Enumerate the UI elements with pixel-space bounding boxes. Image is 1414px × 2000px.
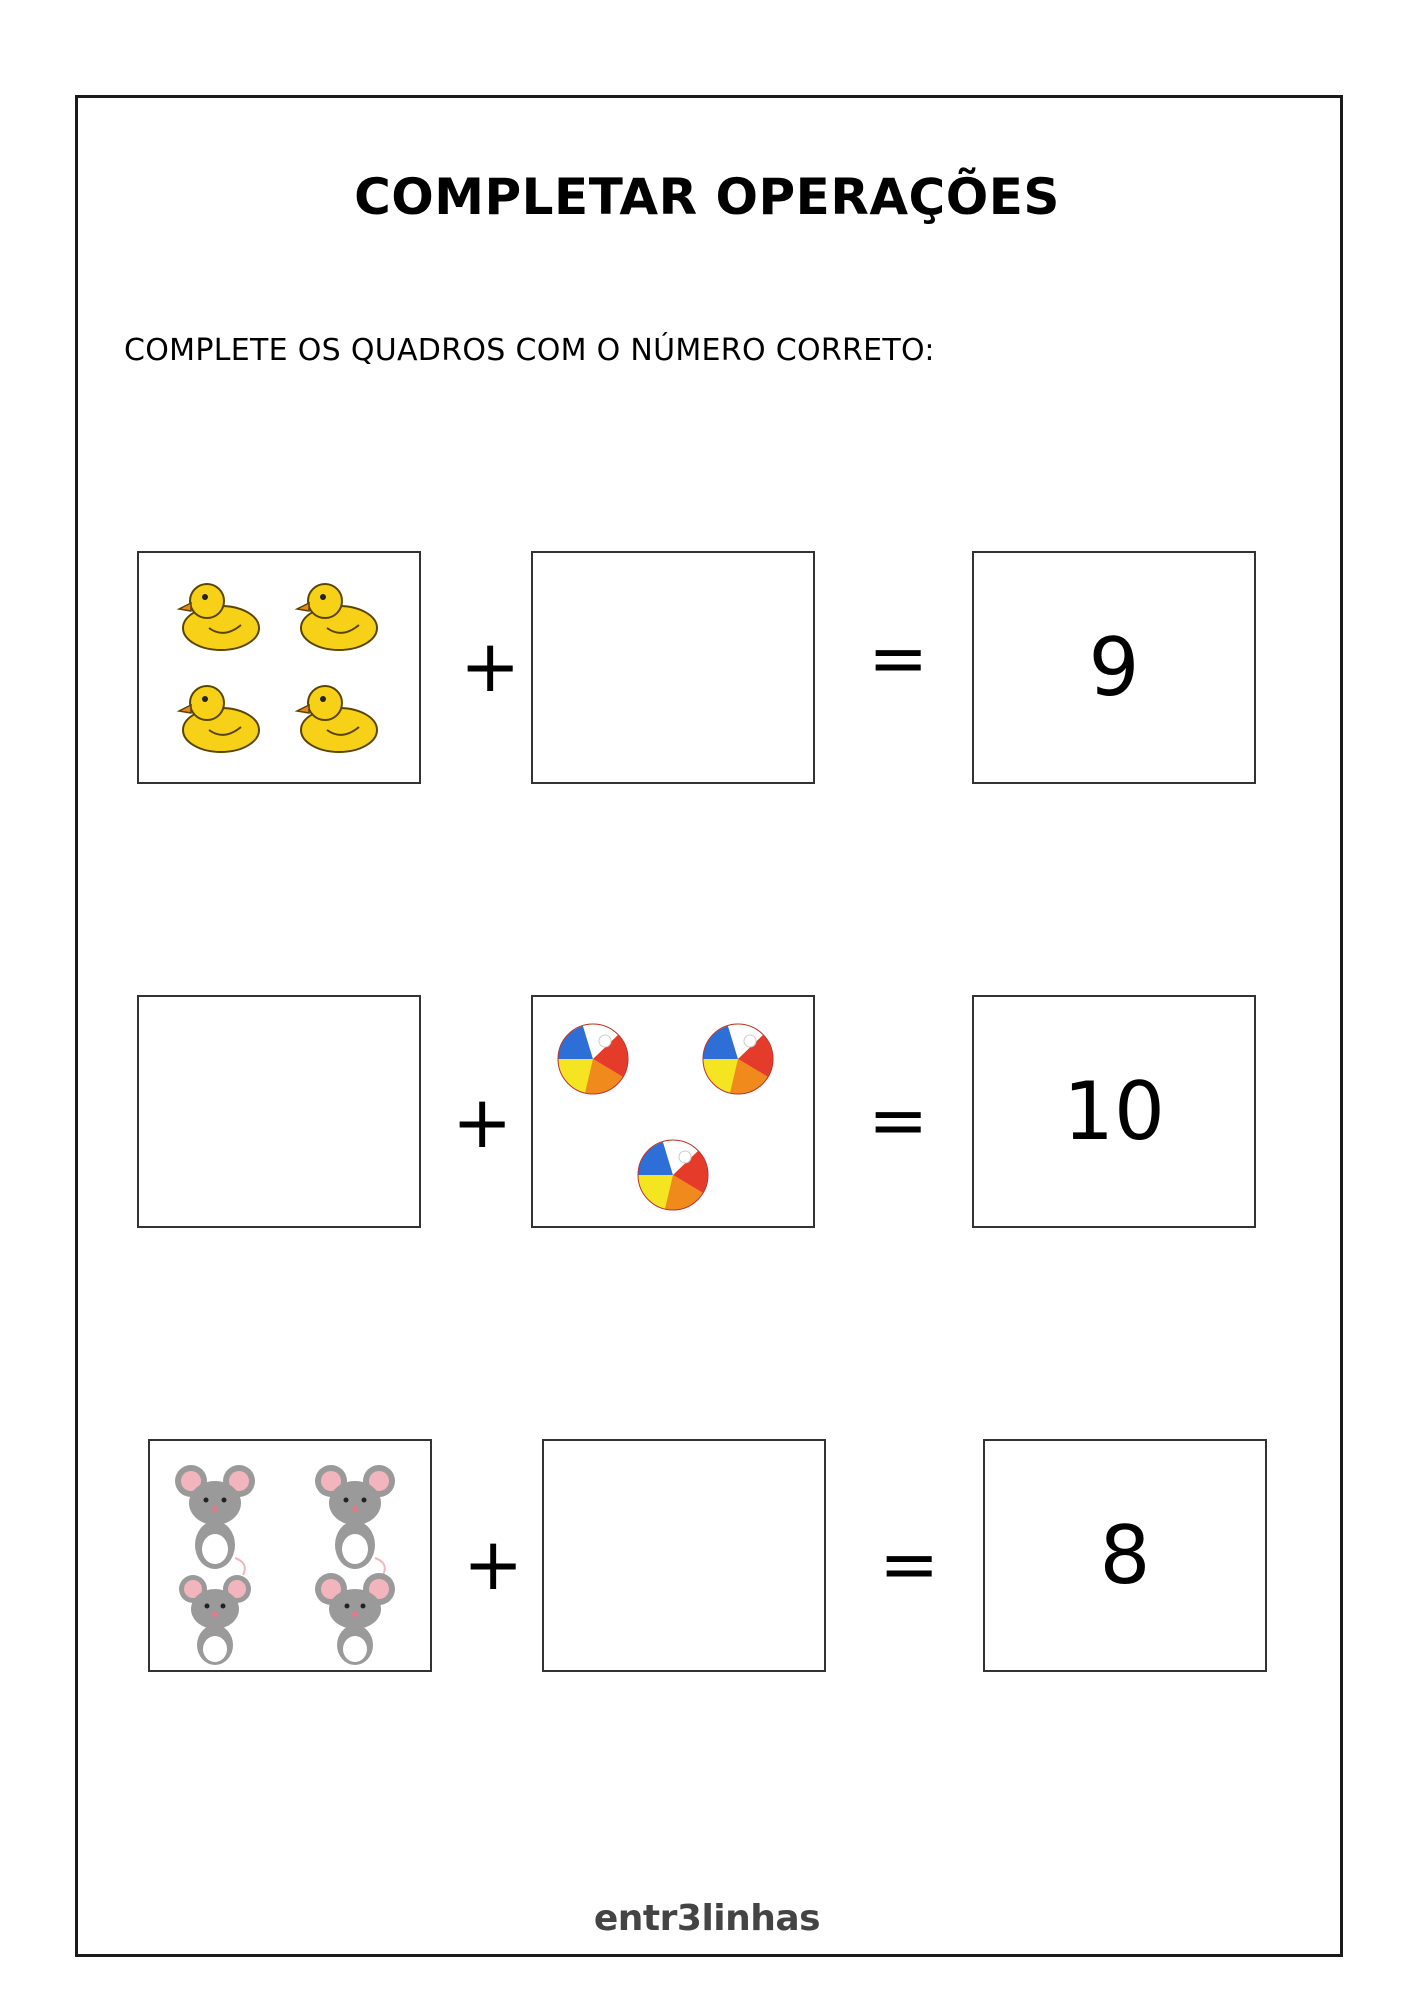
duck-icon [179, 686, 259, 752]
beach-ball-icon [638, 1140, 708, 1210]
row3-first-box [148, 1439, 432, 1672]
instruction-text: COMPLETE OS QUADROS COM O NÚMERO CORRETO: [124, 333, 935, 368]
mouse-icon [315, 1573, 395, 1665]
row2-result-box [972, 995, 1256, 1228]
result-number: 10 [1063, 1065, 1165, 1158]
row1-result-box [972, 551, 1256, 784]
duck-icon [297, 584, 377, 650]
equals-operator: = [879, 1522, 940, 1606]
mouse-icon [175, 1465, 255, 1575]
mouse-icon [315, 1465, 395, 1575]
row3-result-box [983, 1439, 1267, 1672]
duck-icon [179, 584, 259, 650]
plus-operator: + [460, 624, 521, 708]
plus-operator: + [452, 1080, 513, 1164]
row1-duck-group [139, 553, 419, 782]
row3-answer-box[interactable] [542, 1439, 826, 1672]
row3-mouse-group [150, 1441, 430, 1670]
beach-ball-icon [703, 1024, 773, 1094]
page-title: COMPLETAR OPERAÇÕES [354, 168, 1060, 226]
plus-operator: + [463, 1522, 524, 1606]
equals-operator: = [868, 1078, 929, 1162]
row2-second-box [531, 995, 815, 1228]
beach-ball-icon [558, 1024, 628, 1094]
result-number: 8 [1099, 1509, 1151, 1602]
row2-ball-group [533, 997, 813, 1226]
brand-logo: entr3linhas [593, 1898, 821, 1939]
row1-first-box [137, 551, 421, 784]
duck-icon [297, 686, 377, 752]
result-number: 9 [1088, 621, 1140, 714]
mouse-icon [179, 1575, 251, 1665]
row2-answer-box[interactable] [137, 995, 421, 1228]
equals-operator: = [868, 616, 929, 700]
row1-answer-box[interactable] [531, 551, 815, 784]
